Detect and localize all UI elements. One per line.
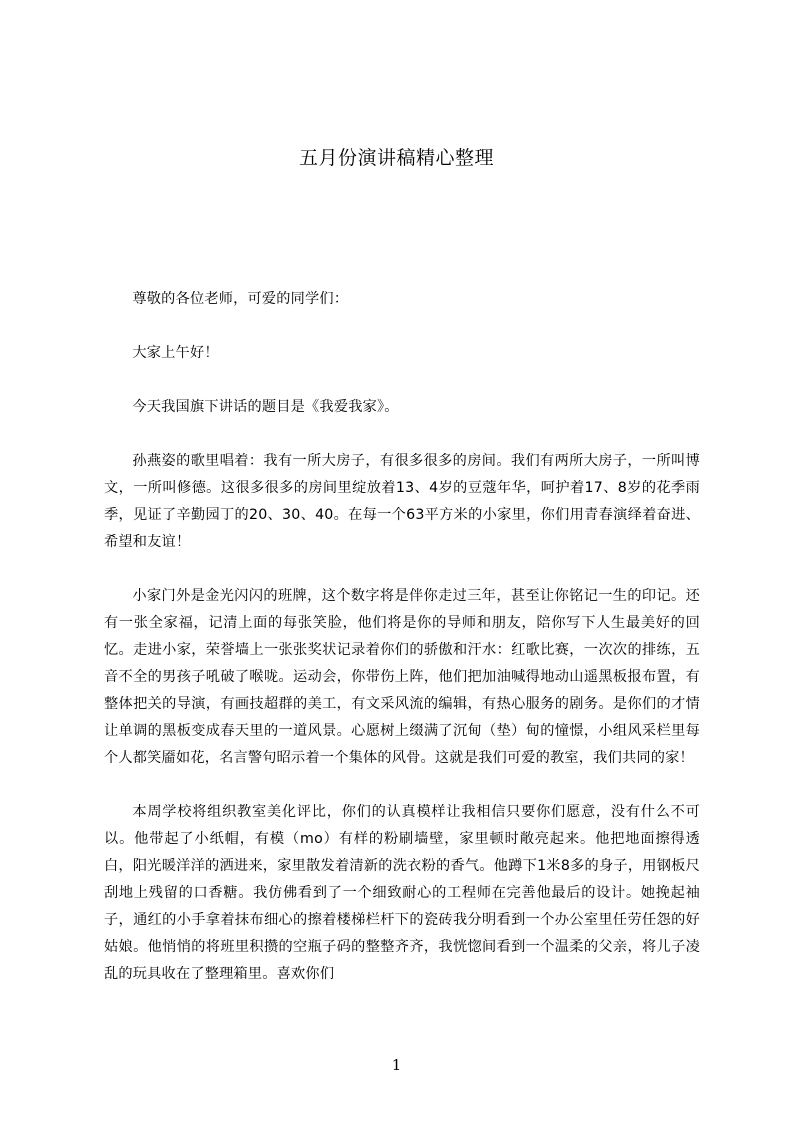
paragraph-topic: 今天我国旗下讲话的题目是《我爱我家》。	[132, 399, 399, 415]
paragraph-greeting: 尊敬的各位老师，可爱的同学们：	[132, 291, 349, 307]
document-body	[104, 286, 700, 1015]
paragraph-song: 孙燕姿的歌里唱着：我有一所大房子，有很多很多的房间。我们有两所大房子，一所叫博文，一所叫修德。这很多很多的房间里绽放着13、4岁的豆蔻年华，呵护着17、8岁的花季雨季，见证了辛勤园丁的20、30、40。在每一个63平方米的小家里，你们用青春演绎着奋进、希望和友谊！	[104, 453, 700, 550]
paragraph-cleanup: 本周学校将组织教室美化评比，你们的认真模样让我相信只要你们愿意，没有什么不可以。他带起了小纸帽，有模（mo）有样的粉刷墙壁，家里顿时敞亮起来。他把地面擦得透白，阳光暖洋洋的洒进来，家里散发着清新的洗衣粉的香气。他蹲下1米8多的身子，用钢板尺刮地上残留的口香糖。我仿佛看到了一个细致耐心的工程师在完善他最后的设计。她挽起袖子，通红的小手拿着抹布细心的擦着楼梯栏杆下的瓷砖我分明看到一个办公室里任劳任怨的好姑娘。他悄悄的将班里积攒的空瓶子码的整整齐齐，我恍惚间看到一个温柔的父亲，将儿子凌乱的玩具收在了整理箱里。喜欢你们	[104, 804, 700, 982]
document-title: 五月份演讲稿精心整理	[298, 147, 494, 169]
paragraph-hello: 大家上午好！	[132, 345, 219, 361]
page-number: 1	[391, 1056, 402, 1074]
paragraph-classroom: 小家门外是金光闪闪的班牌，这个数字将是伴你走过三年，甚至让你铭记一生的印记。还有一张全家福，记清上面的每张笑脸，他们将是你的导师和朋友，陪你写下人生最美好的回忆。走进小家，荣誉墙上一张张奖状记录着你们的骄傲和汗水：红歌比赛，一次次的排练，五音不全的男孩子吼破了喉咙。运动会，你带伤上阵，他们把加油喊得地动山遥黑板报布置，有整体把关的导演，有画技超群的美工，有文采风流的编辑，有热心服务的剧务。是你们的才情让单调的黑板变成春天里的一道风景。心愿树上缀满了沉甸（垫）甸的憧憬，小组风采栏里每个人都笑靥如花，名言警句昭示着一个集体的风骨。这就是我们可爱的教室，我们共同的家！	[104, 588, 700, 766]
